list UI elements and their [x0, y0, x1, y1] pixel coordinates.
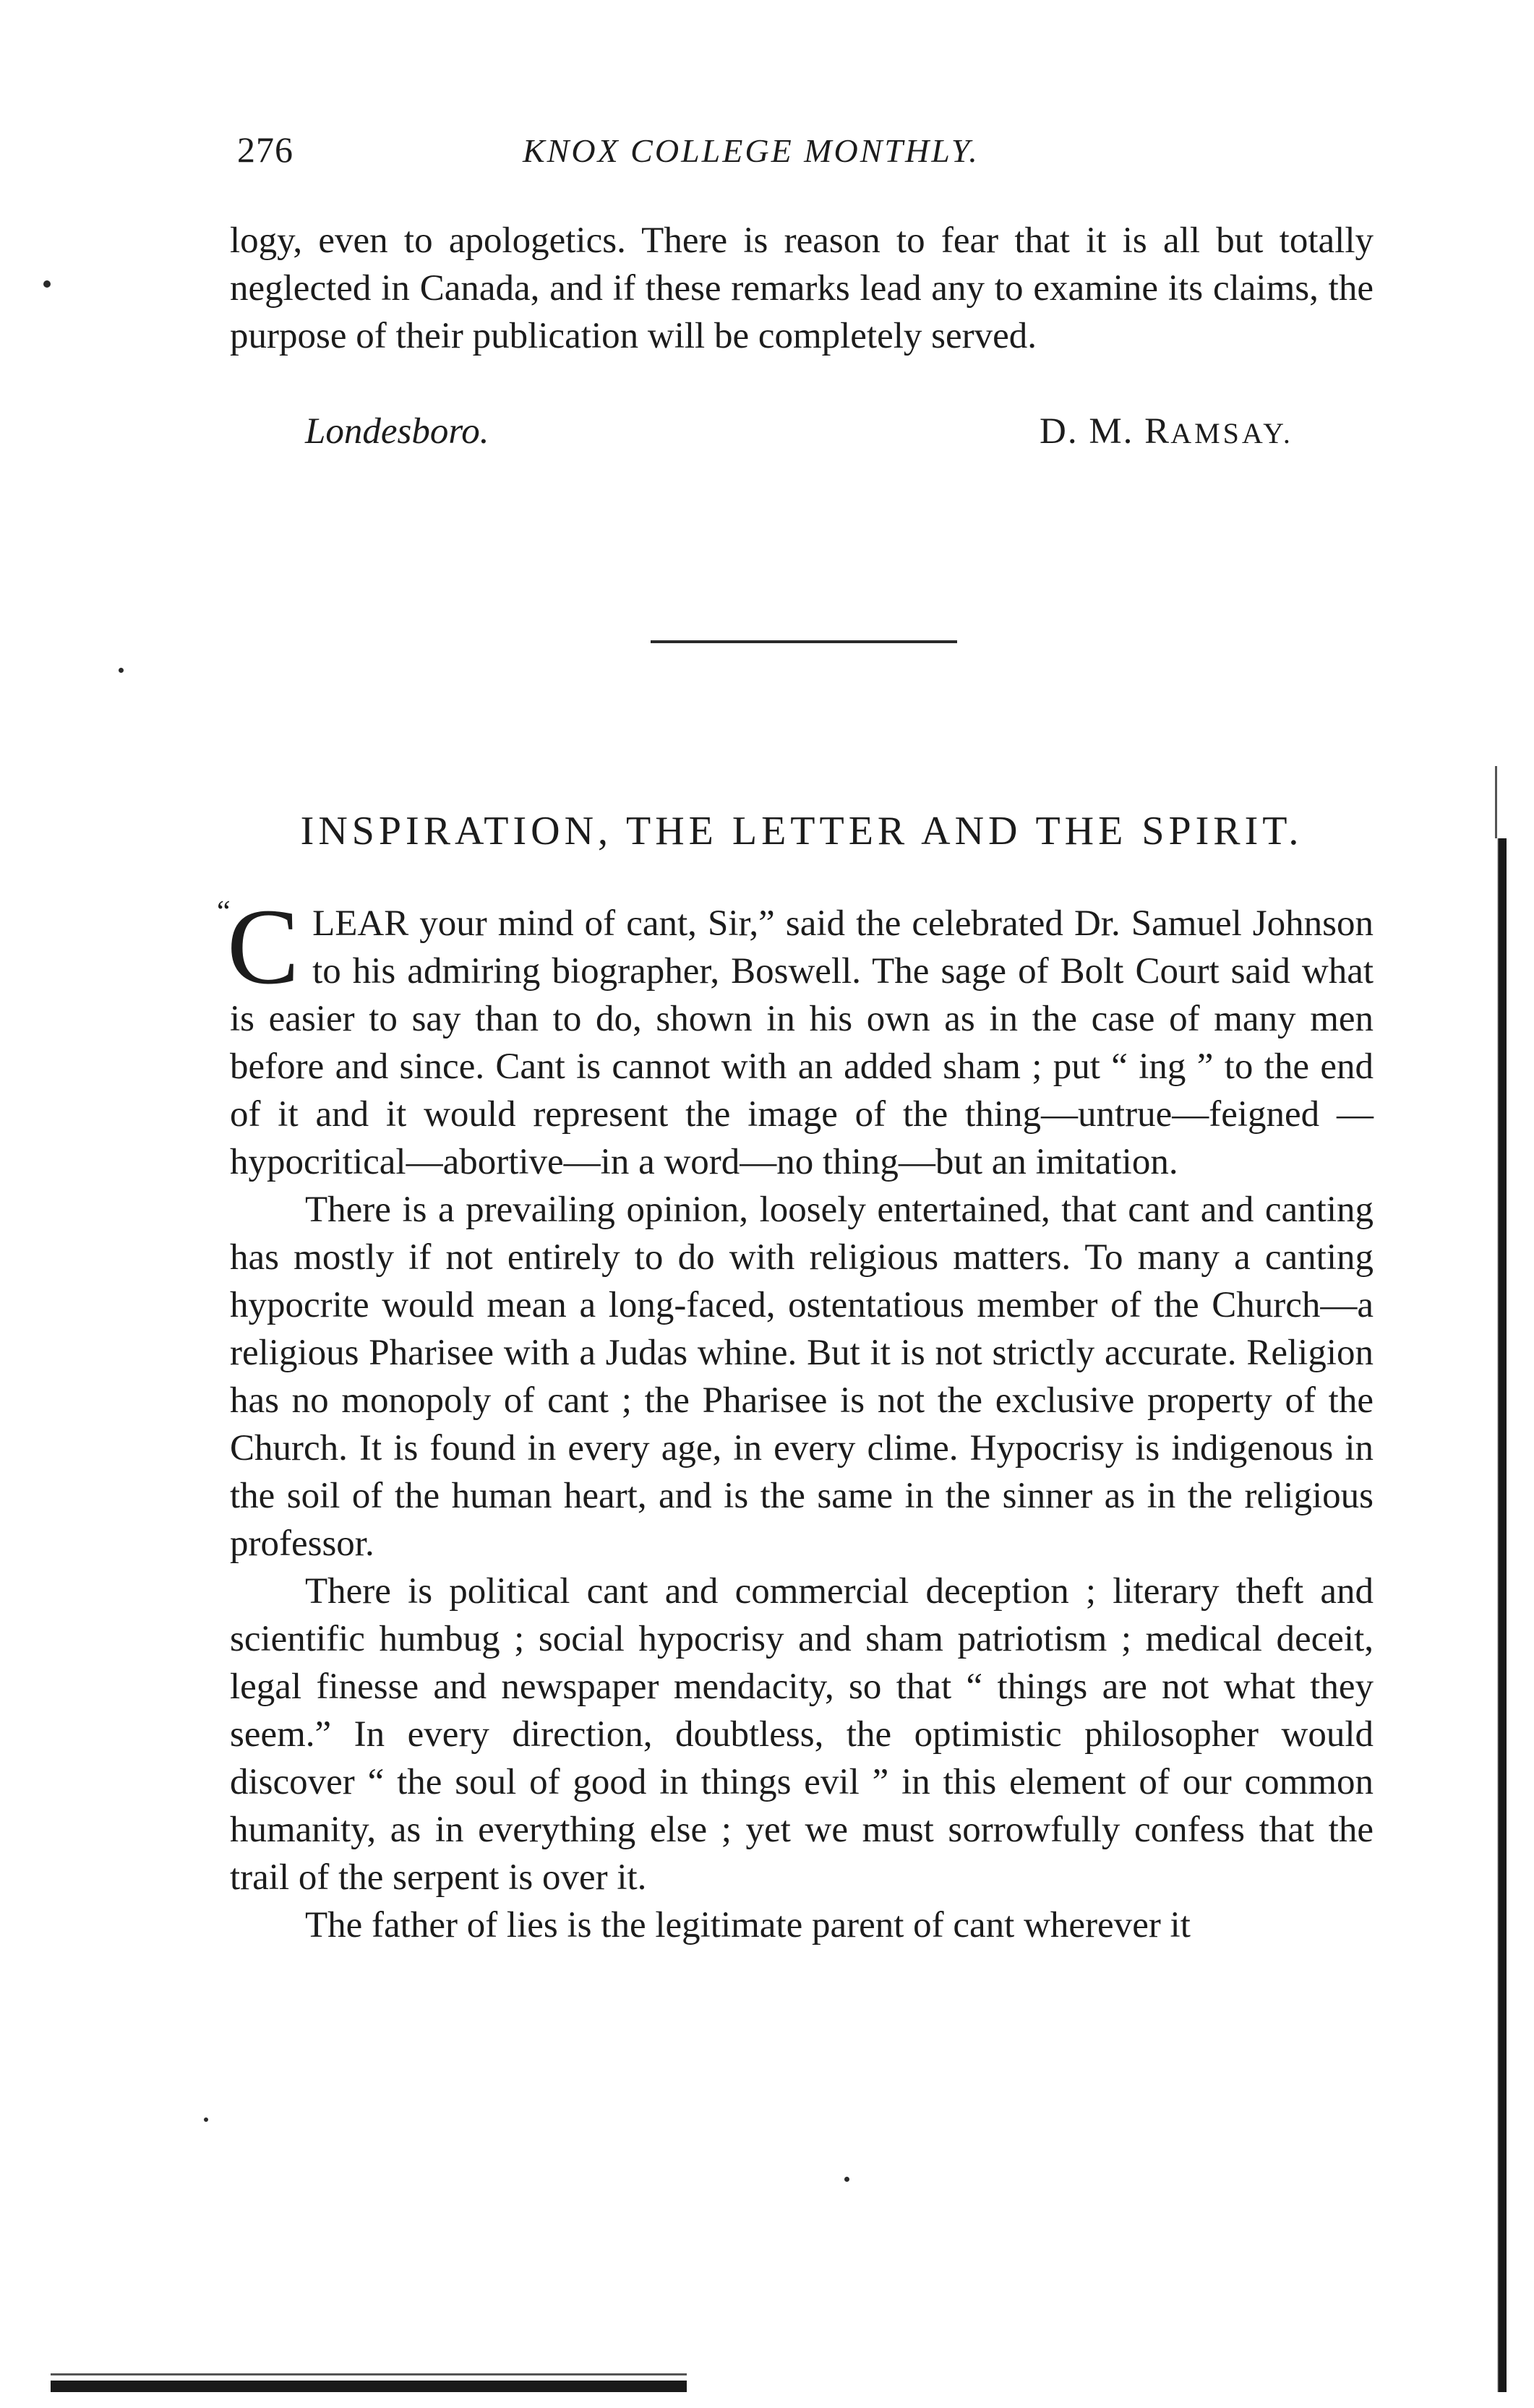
- article-body: [227, 887, 1374, 1949]
- article-title: INSPIRATION, THE LETTER AND THE SPIRIT.: [300, 809, 1303, 853]
- article-paragraph-4: The father of lies is the legitimate parent of cant wherever it: [305, 1905, 1191, 1945]
- page-header: [237, 129, 1372, 179]
- scan-edge-shadow: [1492, 838, 1507, 2392]
- margin-speck: [844, 2177, 849, 2182]
- margin-speck: [204, 2117, 208, 2122]
- signoff-place: Londesboro.: [305, 411, 489, 452]
- article-paragraph-3: There is political cant and commercial deception ; literary theft and scientific humbug ; social hypocrisy and sham patriotism ; medical deceit, legal finesse and newspaper mendacity, so that “ things are not what they seem.” In every direction, doubtless, the optimistic philosopher would discover “ the soul of good in things evil ” in this element of our common humanity, as in everything else ; yet we must sorrowfully confess that the trail of the serpent is over it.: [230, 1571, 1374, 1898]
- margin-speck: [119, 668, 124, 673]
- opening-quote-mark: “: [217, 895, 231, 929]
- scan-bottom-shadow: [51, 2381, 687, 2392]
- margin-speck: [43, 280, 51, 288]
- section-divider-rule: [651, 640, 957, 643]
- drop-cap: C: [227, 887, 300, 1007]
- previous-article-ending: [230, 217, 1374, 360]
- scan-bottom-line: [51, 2373, 687, 2375]
- signoff-author: [1040, 410, 1293, 452]
- page-number: 276: [237, 129, 293, 170]
- author-surname-smallcaps: AMSAY.: [1170, 417, 1293, 450]
- article-paragraph-1: [227, 887, 1374, 1186]
- article-paragraph-2: There is a prevailing opinion, loosely entertained, that cant and canting has mostly if not entirely to do with religious matters. To many a canting hypocrite would mean a long-faced, ostentatious member of the Church—a religious Pharisee with a Judas whine. But it is not strictly accurate. Religion has no monopoly of cant ; the Pharisee is not the exclusive property of the Church. It is found in every age, in every clime. Hypocrisy is indigenous in the soil of the human heart, and is the same in the sinner as in the religious professor.: [230, 1190, 1374, 1564]
- signoff: [230, 410, 1374, 461]
- paragraph-1-text: LEAR your mind of cant, Sir,” said the celebrated Dr. Samuel Johnson to his admiring biographer, Boswell. The sage of Bolt Court said what is easier to say than to do, shown in his own as in the case of many men before and since. Cant is cannot with an added sham ; put “ ing ” to the end of it and it would represent the image of the thing—untrue—feigned —hypocritical—abortive—in a word—no thing—but an imitation.: [230, 903, 1374, 1182]
- running-head: KNOX COLLEGE MONTHLY.: [523, 132, 980, 169]
- author-initials: D. M. R: [1040, 411, 1171, 452]
- closing-paragraph: logy, even to apologetics. There is reason to fear that it is all but totally neglected in Canada, and if these remarks lead any to examine its claims, the purpose of their publication will be completely served.: [230, 220, 1374, 356]
